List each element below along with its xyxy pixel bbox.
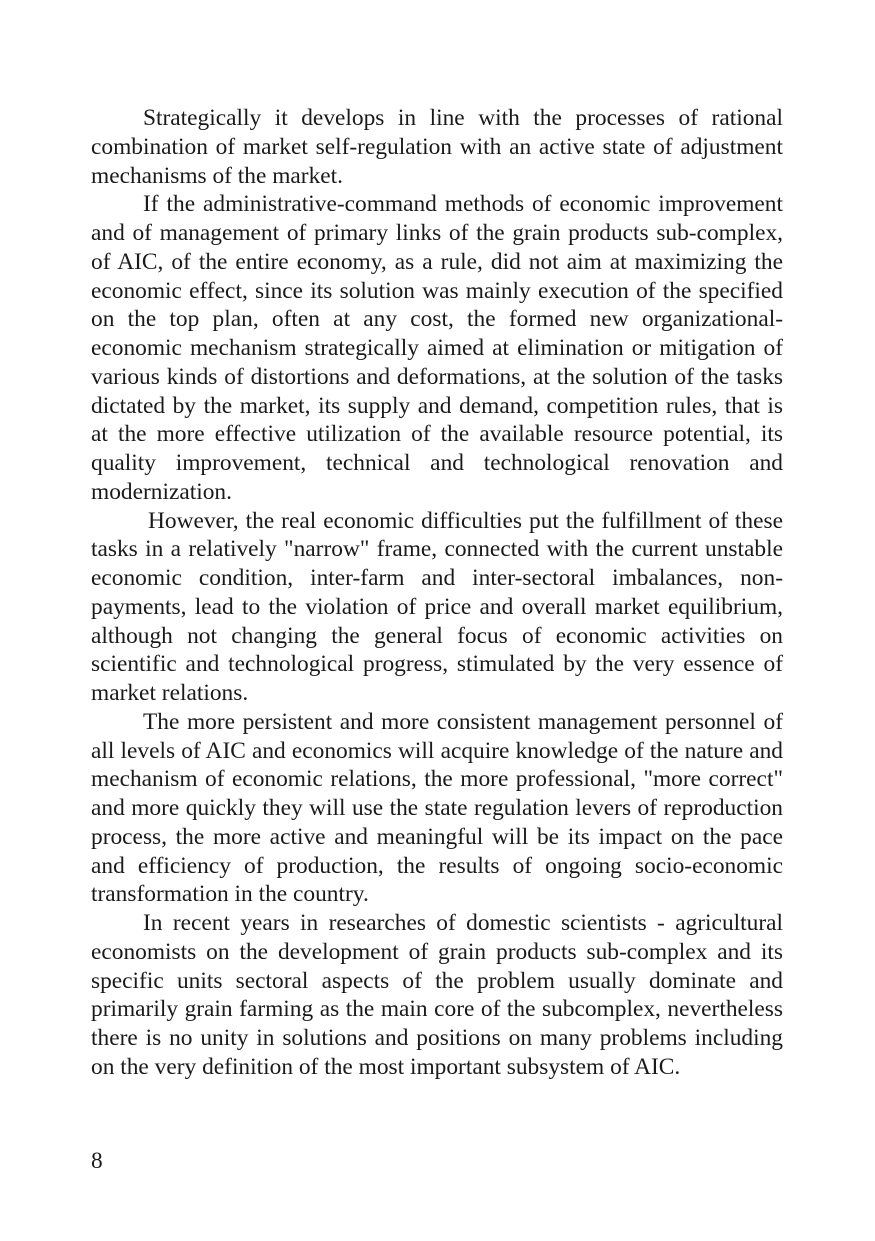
paragraph-recent-research: In recent years in researches of domestic scientists - agricultural economists on the development of grain products sub-complex and its specific units sectoral aspects of the problem usually dominate and primarily grain farming as the main core of the subcomplex, nevertheless there is no unity in solutions and positions on many problems including on the very definition of the most important subsystem of AIC.	[91, 910, 783, 1080]
paragraph-administrative-methods: If the administrative-command methods of economic improvement and of management of primary links of the grain products sub-complex, of AIC, of the entire economy, as a rule, did not aim at maximizing the economic effect, since its solution was mainly execution of the specified on the top plan, often at any cost, the formed new organizational-economic mechanism strategically aimed at elimination or mitigation of various kinds of distortions and deformations, at the solution of the tasks dictated by the market, its supply and demand, competition rules, that is at the more effective utilization of the available resource potential, its quality improvement, technical and technological renovation and modernization.	[91, 191, 783, 505]
paragraph-management-personnel: The more persistent and more consistent management personnel of all levels of AIC and economics will acquire knowledge of the nature and mechanism of economic relations, the more professional, "more correct" and more quickly they will use the state regulation levers of reproduction process, the more active and meaningful will be its impact on the pace and efficiency of production, the results of ongoing socio-economic transformation in the country.	[91, 708, 783, 908]
page-number: 8	[91, 1148, 103, 1174]
paragraph-economic-difficulties: However, the real economic difficulties put the fulfillment of these tasks in a relatively "narrow" frame, connected with the current unstable economic condition, inter-farm and inter-sectoral imbalances, non-payments, lead to the violation of price and overall market equilibrium, although not changing the general focus of economic activities on scientific and technological progress, stimulated by the very essence of market relations.	[91, 507, 783, 706]
page-body	[91, 104, 783, 1082]
paragraph-strategy: Strategically it develops in line with the processes of rational combination of market self-regulation with an active state of adjustment mechanisms of the market.	[91, 105, 783, 189]
